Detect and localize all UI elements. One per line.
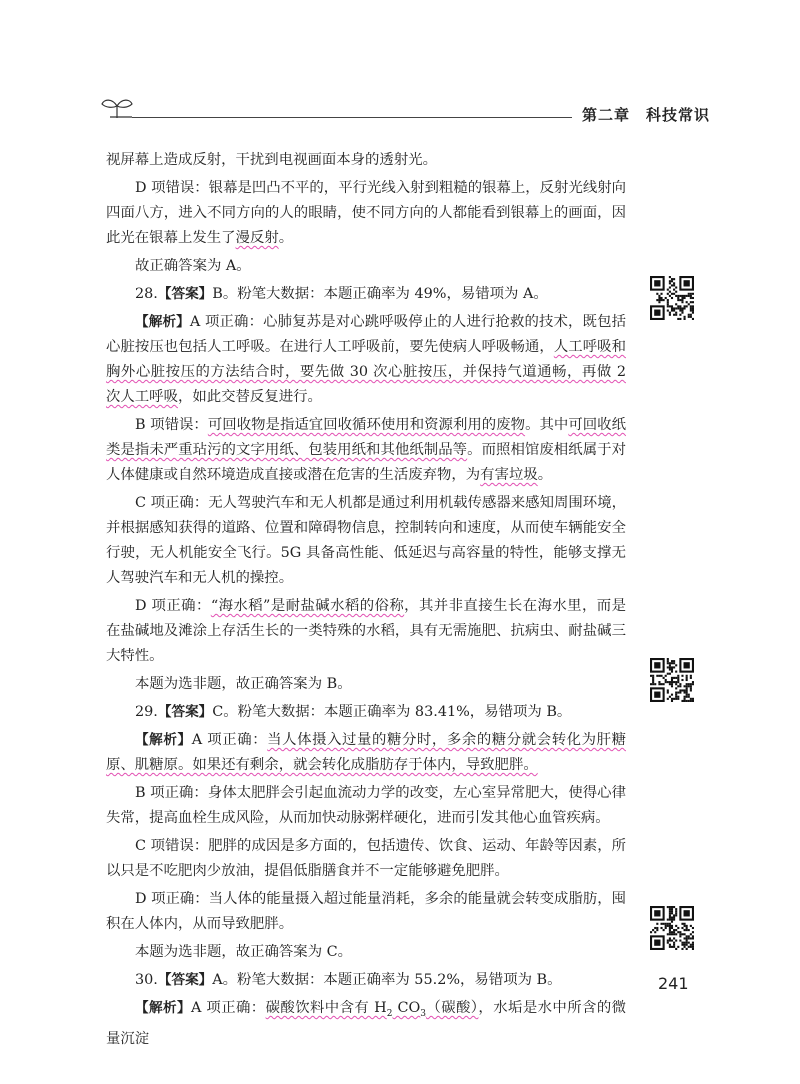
qr-code-icon[interactable] — [650, 906, 694, 950]
paragraph: 故正确答案为 A。 — [135, 258, 251, 274]
question-30-answer: 30.【答案】A。粉笔大数据：本题正确率为 55.2%，易错项为 B。 — [135, 972, 562, 988]
question-28-answer: 28.【答案】B。粉笔大数据：本题正确率为 49%，易错项为 A。 — [135, 286, 548, 302]
header-rule — [132, 117, 572, 118]
page-content — [106, 148, 626, 1055]
question-29-answer: 29.【答案】C。粉笔大数据：本题正确率为 83.41%，易错项为 B。 — [135, 704, 572, 720]
page-header — [0, 0, 800, 140]
chapter-number: 第二章 — [582, 106, 631, 124]
sprout-icon — [100, 96, 134, 120]
paragraph: D 项错误：银幕是凹凸不平的，平行光线入射到粗糙的银幕上，反射光线射向四面八方，进入不同方向的人的眼睛，使不同方向的人都能看到银幕上的画面，因此光在银幕上发生了漫反射。 — [106, 180, 627, 246]
highlight: 碳酸饮料中含有 $H_2$ $CO_3$（碳酸） — [265, 1000, 479, 1019]
highlight: 漫反射 — [235, 230, 279, 246]
highlight: 有害垃圾 — [480, 467, 538, 483]
question-29-analysis-d: D 项正确：当人体的能量摄入超过能量消耗，多余的能量就会转变成脂肪，囤积在人体内，从而导致肥胖。 — [106, 891, 627, 932]
analysis-tag: 【解析】 — [135, 314, 190, 330]
question-29-conclusion: 本题为选非题，故正确答案为 C。 — [135, 944, 353, 960]
question-29-analysis-a: 【解析】A 项正确：当人体摄入过量的糖分时，多余的糖分就会转化为肝糖原、肌糖原。如果还有剩余，就会转化成脂肪存于体内，导致肥胖。 — [106, 732, 626, 773]
answer-tag: 【答案】 — [157, 286, 213, 302]
highlight: “海水稻”是耐盐碱水稻的俗称 — [210, 598, 405, 614]
question-28-analysis-b: B 项错误：可回收物是指适宜回收循环使用和资源利用的废物。其中可回收纸类是指未严重玷污的文字用纸、包装用纸和其他纸制品等。而照相馆废相纸属于对人体健康或自然环境造成直接或潜在危害的生活废弃物，为有害垃圾。 — [106, 417, 626, 483]
question-29-analysis-b: B 项正确：身体太肥胖会引起血流动力学的改变，左心室异常肥大，使得心律失常，提高血栓生成风险，从而加快动脉粥样硬化，进而引发其他心血管疾病。 — [106, 785, 626, 826]
answer-tag: 【答案】 — [157, 972, 213, 988]
qr-code-icon[interactable] — [650, 276, 694, 320]
highlight: 当人体摄入过量的糖分时，多余的糖分就会转化为肝糖原、肌糖原。如果还有剩余，就会转化成脂肪存于体内，导致肥胖。 — [106, 732, 626, 773]
answer-tag: 【答案】 — [157, 704, 213, 720]
highlight: 可回收物是指适宜回收循环使用和资源利用的废物 — [207, 417, 526, 433]
section-title: 科技常识 — [646, 106, 711, 124]
question-28-analysis-a: 【解析】A 项正确：心肺复苏是对心跳呼吸停止的人进行抢救的技术，既包括心脏按压也包括人工呼吸。在进行人工呼吸前，要先使病人呼吸畅通，人工呼吸和胸外心脏按压的方法结合时，要先做 30 次心脏按压，并保持气道通畅，再做 2 次人工呼吸，如此交替反复进行。 — [106, 314, 626, 405]
question-28-analysis-c: C 项正确：无人驾驶汽车和无人机都是通过利用机载传感器来感知周围环境，并根据感知获得的道路、位置和障碍物信息，控制转向和速度，从而使车辆能安全行驶，无人机能安全飞行。5G 具备高性能、低延迟与高容量的特性，能够支撑无人驾驶汽车和无人机的操控。 — [106, 495, 626, 586]
analysis-tag: 【解析】 — [135, 1000, 192, 1016]
analysis-tag: 【解析】 — [135, 732, 192, 748]
page-number: 241 — [658, 974, 689, 993]
highlight: 人工呼吸和胸外心脏按压的方法结合时，要先做 30 次心脏按压，并保持气道通畅，再做 2 次人工呼吸 — [106, 339, 626, 405]
question-30-analysis-a: 【解析】A 项正确：碳酸饮料中含有 $H_2$ $CO_3$（碳酸），水垢是水中所含的微量沉淀 — [106, 1000, 627, 1047]
chapter-title — [582, 104, 710, 125]
question-29-analysis-c: C 项错误：肥胖的成因是多方面的，包括遗传、饮食、运动、年龄等因素，所以只是不吃肥肉少放油，提倡低脂膳食并不一定能够避免肥胖。 — [106, 838, 626, 879]
highlight: 可回收纸类是指未严重玷污的文字用纸、包装用纸和其他纸制品等 — [106, 417, 626, 458]
paragraph: 视屏幕上造成反射，干扰到电视画面本身的透射光。 — [106, 152, 437, 168]
qr-code-icon[interactable] — [650, 658, 694, 702]
question-28-conclusion: 本题为选非题，故正确答案为 B。 — [135, 676, 352, 692]
question-28-analysis-d: D 项正确：“海水稻”是耐盐碱水稻的俗称，其并非直接生长在海水里，而是在盐碱地及滩涂上存活生长的一类特殊的水稻，具有无需施肥、抗病虫、耐盐碱三大特性。 — [106, 598, 626, 664]
